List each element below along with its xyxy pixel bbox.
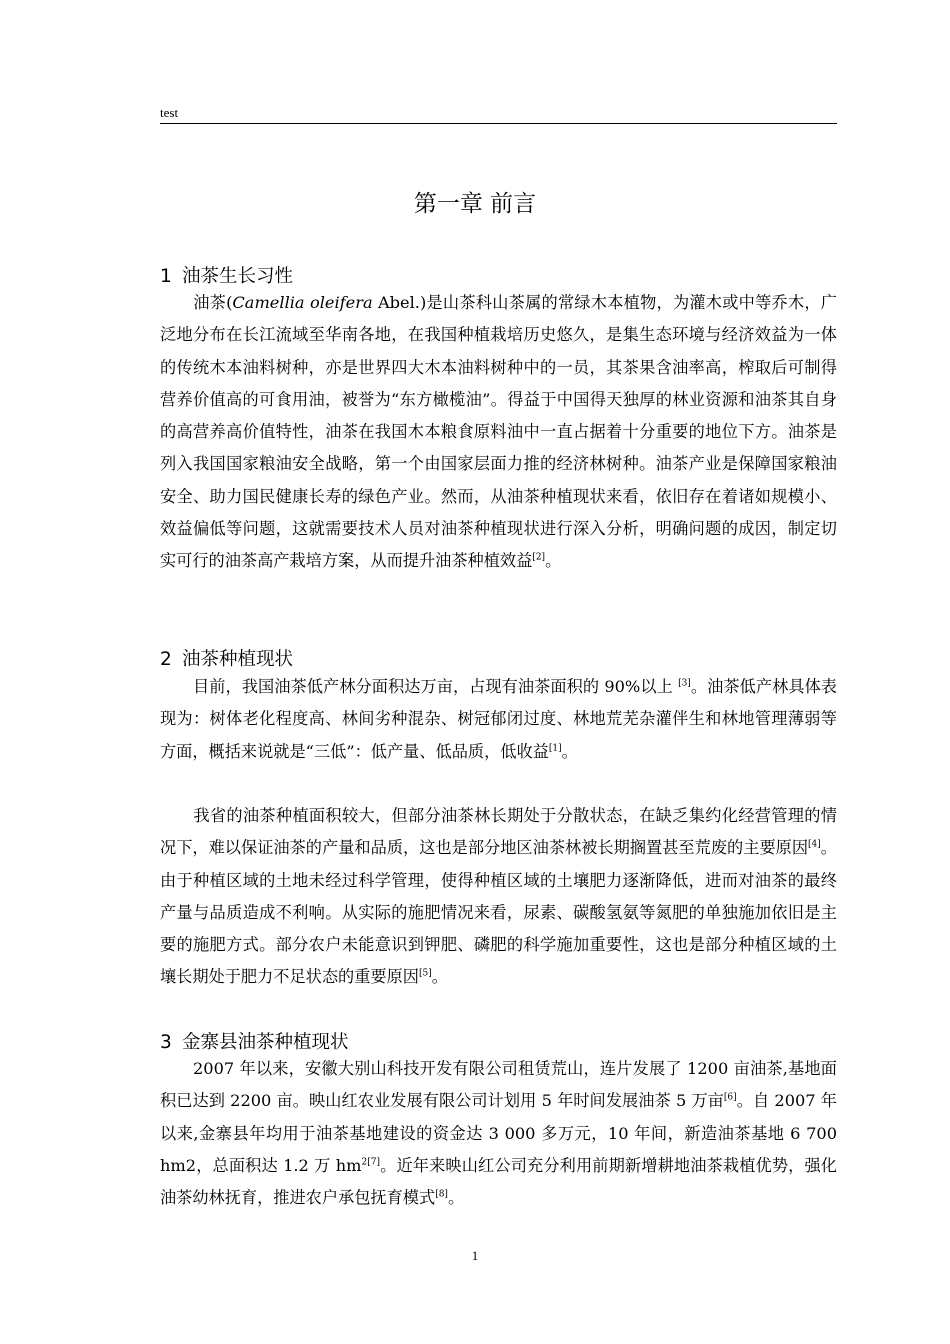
paragraph-text: 。自 2007 年以来,金寨县年均用于油茶基地建设的资金达 3 000 多万元，10 年间，新造油茶基地 6 700 hm2，总面积达 1.2 万 hm [160,1091,837,1175]
citation: [6] [723,1092,737,1103]
section-title: 油茶种植现状 [182,649,294,670]
species-name: Camellia oleifera [232,293,373,312]
citation: [2] [532,552,546,563]
paragraph-3-1 [160,1053,837,1214]
section-number: 3 [160,1032,172,1053]
paragraph-2-1 [160,671,837,768]
citation: [3] [678,678,691,689]
paragraph-text: 。油茶低产林具体表现为：树体老化程度高、林间劣种混杂、树冠郁闭过度、林地荒芜杂灌伴生和林地管理薄弱等方面，概括来说就是“三低”：低产量、低品质，低收益 [160,677,837,761]
section-number: 2 [160,649,172,670]
section-heading-2 [160,645,293,671]
paragraph-text: 。 [545,551,562,571]
paragraph-text: 油茶( [193,293,233,312]
paragraph-text: 目前，我国油茶低产林分面积达万亩，占现有油茶面积的 90%以上 [193,677,679,696]
page-number: 1 [471,1248,479,1263]
paragraph-text: 。由于种植区域的土地未经过科学管理，使得种植区域的土壤肥力逐渐降低，进而对油茶的最终产量与品质造成不利响。从实际的施肥情况来看，尿素、碳酸氢氨等氮肥的单独施加依旧是主要的施肥方式。部分农户未能意识到钾肥、磷肥的科学施加重要性，这也是部分种植区域的土壤长期处于肥力不足状态的重要原因 [160,838,837,987]
section-title: 油茶生长习性 [182,266,294,287]
citation: [5] [419,969,432,980]
paragraph-2-2 [160,800,837,994]
citation: [8] [435,1189,448,1200]
paragraph-text: 。 [561,741,578,761]
section-heading-1 [160,262,293,288]
running-header: test [160,105,179,120]
section-heading-3 [160,1028,349,1054]
paragraph-text: 。 [447,1188,465,1208]
paragraph-text: 。近年来映山红公司充分利用前期新增耕地油茶栽植优势，强化油茶幼林抚育，推进农户承包抚育模式 [160,1155,837,1208]
citation: 2[7] [361,1157,380,1168]
paragraph-text: Abel.)是山茶科山茶属的常绿木本植物，为灌木或中等乔木，广泛地分布在长江流域至华南各地，在我国种植栽培历史悠久，是集生态环境与经济效益为一体的传统木本油料树种，亦是世界四大木本油料树种中的一员，其茶果含油率高，榨取后可制得营养价值高的可食用油，被誉为“东方橄榄油”。得益于中国得天独厚的林业资源和油茶其自身的高营养高价值特性，油茶在我国木本粮食原料油中一直占据着十分重要的地位下方。油茶是列入我国国家粮油安全战略，第一个由国家层面力推的经济林树种。油茶产业是保障国家粮油安全、助力国民健康长寿的绿色产业。然而，从油茶种植现状来看，依旧存在着诸如规模小、效益偏低等问题，这就需要技术人员对油茶种植现状进行深入分析，明确问题的成因，制定切实可行的油茶高产栽培方案，从而提升油茶种植效益 [160,293,837,571]
citation: [4] [808,839,821,850]
chapter-title: 第一章 前言 [413,191,537,217]
section-number: 1 [160,266,172,287]
paragraph-1-1 [160,287,837,578]
section-title: 金寨县油茶种植现状 [182,1032,349,1053]
paragraph-text: 。 [431,967,448,987]
paragraph-text: 2007 年以来，安徽大别山科技开发有限公司租赁荒山，连片发展了 1200 亩油茶,基地面积已达到 2200 亩。映山红农业发展有限公司计划用 5 年时间发展油茶 5 万亩 [160,1059,837,1111]
paragraph-text: 我省的油茶种植面积较大，但部分油茶林长期处于分散状态，在缺乏集约化经营管理的情况下，难以保证油茶的产量和品质，这也是部分地区油茶林被长期搁置甚至荒废的主要原因 [160,806,837,858]
header-rule [160,123,837,124]
citation: [1] [548,743,562,754]
